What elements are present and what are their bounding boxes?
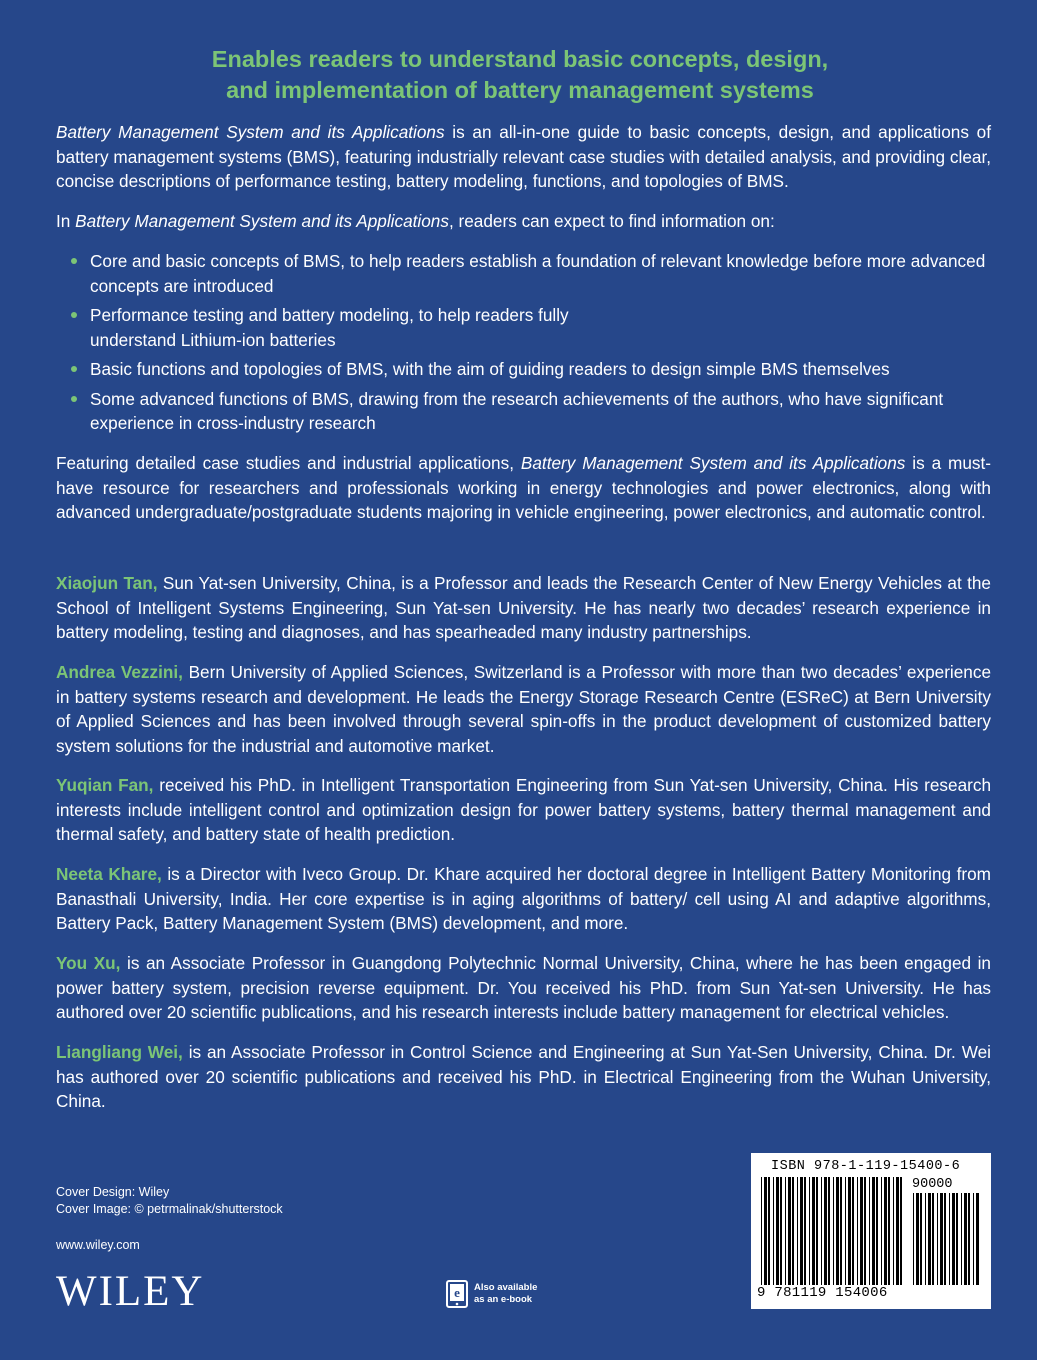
wiley-logo: WILEY	[56, 1268, 205, 1315]
featuring-paragraph	[56, 451, 991, 525]
barcode-bar	[797, 1177, 798, 1285]
barcode-bar	[925, 1193, 926, 1285]
barcode-bar	[973, 1193, 974, 1285]
barcode-bar	[869, 1177, 870, 1285]
barcode-bar	[876, 1177, 878, 1285]
publisher-url[interactable]: www.wiley.com	[56, 1238, 140, 1252]
barcode-bar	[845, 1177, 846, 1285]
barcode-bar	[780, 1177, 782, 1285]
ean-number: 9 781119 154006	[757, 1285, 888, 1301]
barcode-bar	[857, 1177, 858, 1285]
author-bio	[56, 571, 991, 645]
author-name: Andrea Vezzini,	[56, 662, 183, 682]
barcode-bar	[773, 1177, 774, 1285]
barcode-bar	[788, 1177, 791, 1285]
barcode-bar	[961, 1193, 962, 1285]
barcode-bar	[949, 1193, 950, 1285]
author-bio	[56, 862, 991, 936]
ebook-line-1: Also available	[474, 1282, 538, 1293]
barcode-bar	[944, 1193, 946, 1285]
author-name: Xiaojun Tan,	[56, 573, 158, 593]
cover-image-credit: Cover Image: © petrmalinak/shutterstock	[56, 1202, 283, 1216]
barcode-bar	[785, 1177, 786, 1285]
featuring-suffix: is a must-have resource for researchers and professionals working in energy technologies and power electronics, along with advanced undergraduate/postgraduate students majoring in vehicle engineering, power electronics, and automatic control.	[56, 453, 992, 522]
feature-item: Some advanced functions of BMS, drawing from the research achievements of the authors, who have significant experience in cross-industry research	[56, 387, 991, 436]
barcode-bar	[884, 1177, 887, 1285]
author-text: is a Director with Iveco Group. Dr. Khare acquired her doctoral degree in Intelligent Battery Monitoring from Banasthali University, India. Her core expertise is in aging algorithms of battery/ cell using AI and adaptive algorithms, Battery Pack, Battery Management System (BMS) development, and more.	[56, 864, 991, 933]
cover-credits	[56, 1184, 283, 1218]
author-text: Bern University of Applied Sciences, Switzerland is a Professor with more than two decades’ experience in battery systems research and development. He leads the Energy Storage Research Centre (ESReC) at Bern University of Applied Sciences and has been involved through several spin-offs in the product development of customized battery system solutions for the industrial and automotive market.	[56, 662, 992, 756]
barcode-bar	[828, 1177, 830, 1285]
barcode-bar	[976, 1193, 979, 1285]
author-text: is an Associate Professor in Control Science and Engineering at Sun Yat-Sen University, China. Dr. Wei has authored over 20 scientific publications and received his PhD. in Electrical Engineering from the Wuhan University, China.	[56, 1042, 991, 1111]
barcode-bar	[836, 1177, 839, 1285]
featuring-prefix: Featuring detailed case studies and industrial applications,	[56, 453, 521, 473]
isbn-label: ISBN 978-1-119-15400-6	[771, 1159, 961, 1174]
barcode-bar	[900, 1177, 902, 1285]
barcode-bar	[940, 1193, 943, 1285]
barcode-bar	[816, 1177, 818, 1285]
barcode-bar	[848, 1177, 851, 1285]
barcode-bar	[824, 1177, 827, 1285]
barcode-bar	[916, 1193, 919, 1285]
lead-paragraph	[56, 209, 991, 234]
barcode-bar	[809, 1177, 810, 1285]
barcode-bar	[800, 1177, 803, 1285]
barcode-bar	[804, 1177, 806, 1285]
barcode-bar	[888, 1177, 890, 1285]
feature-item: Core and basic concepts of BMS, to help readers establish a foundation of relevant knowledge before more advanced concepts are introduced	[56, 249, 991, 298]
barcode-bar	[928, 1193, 931, 1285]
author-bio	[56, 660, 991, 758]
barcode-bar	[768, 1177, 770, 1285]
barcode-bar	[968, 1193, 970, 1285]
barcode-bar	[833, 1177, 834, 1285]
author-text: Sun Yat-sen University, China, is a Professor and leads the Research Center of New Energy Vehicles at the School of Intelligent Systems Engineering, Sun Yat-sen University. He has nearly two decades’ research experience in battery modeling, testing and diagnoses, and has spearheaded many industry partnerships.	[56, 573, 991, 642]
ebook-notice	[446, 1280, 537, 1308]
headline-line-1: Enables readers to understand basic concepts, design,	[211, 46, 829, 72]
barcode-bar	[764, 1177, 767, 1285]
barcode-bar	[776, 1177, 779, 1285]
author-bio	[56, 773, 991, 847]
svg-text:e: e	[454, 1285, 460, 1300]
intro-text: is an all-in-one guide to basic concepts, design, and applications of battery management systems (BMS), featuring industrially relevant case studies with detailed analysis, and providing clear, concise descriptions of performance testing, battery modeling, functions, and topologies of BMS.	[56, 122, 991, 191]
barcode-bar	[881, 1177, 882, 1285]
lead-prefix: In	[56, 211, 76, 231]
intro-paragraph	[56, 120, 991, 194]
price-code: 90000	[912, 1177, 953, 1192]
barcode-bar	[952, 1193, 955, 1285]
feature-item: Basic functions and topologies of BMS, with the aim of guiding readers to design simple BMS themselves	[56, 357, 991, 382]
price-barcode	[911, 1193, 981, 1285]
barcode-bar	[956, 1193, 958, 1285]
intro-book-title: Battery Management System and its Applications	[56, 122, 445, 142]
feature-item: Performance testing and battery modeling, to help readers fully understand Lithium-ion batteries	[56, 303, 991, 352]
barcode-panel	[751, 1153, 991, 1309]
author-name: Neeta Khare,	[56, 864, 162, 884]
author-name: Liangliang Wei,	[56, 1042, 183, 1062]
ebook-icon	[446, 1280, 468, 1308]
barcode-bar	[821, 1177, 822, 1285]
barcode-bar	[860, 1177, 863, 1285]
author-text: received his PhD. in Intelligent Transportation Engineering from Sun Yat-sen University, China. His research interests include intelligent control and optimization design for power battery systems, battery thermal management and thermal safety, and battery state of health prediction.	[56, 775, 991, 844]
barcode-bar	[761, 1177, 762, 1285]
barcode-bar	[896, 1177, 899, 1285]
featuring-book-title: Battery Management System and its Applications	[520, 453, 906, 473]
barcode-bar	[840, 1177, 842, 1285]
headline	[60, 44, 980, 106]
cover-design-credit: Cover Design: Wiley	[56, 1185, 170, 1199]
isbn-barcode	[759, 1177, 903, 1285]
ebook-line-2: as an e-book	[474, 1294, 533, 1305]
author-bio	[56, 1040, 991, 1114]
barcode-bar	[932, 1193, 934, 1285]
lead-suffix: , readers can expect to find information on:	[448, 211, 775, 231]
barcode-bar	[893, 1177, 894, 1285]
author-name: Yuqian Fan,	[56, 775, 154, 795]
barcode-bar	[913, 1193, 914, 1285]
barcode-bar	[852, 1177, 854, 1285]
feature-list	[56, 249, 991, 441]
barcode-bar	[864, 1177, 866, 1285]
barcode-bar	[964, 1193, 967, 1285]
barcode-bar	[920, 1193, 922, 1285]
author-text: is an Associate Professor in Guangdong Polytechnic Normal University, China, where he has been engaged in power battery system, precision reverse equipment. Dr. You received his PhD. from Sun Yat-sen University. He has authored over 20 scientific publications, and his research interests include battery management for electrical vehicles.	[56, 953, 991, 1022]
headline-line-2: and implementation of battery management systems	[226, 77, 814, 103]
barcode-bar	[792, 1177, 794, 1285]
barcode-bar	[872, 1177, 875, 1285]
author-name: You Xu,	[56, 953, 121, 973]
author-bio	[56, 951, 991, 1025]
barcode-bar	[812, 1177, 815, 1285]
barcode-bar	[937, 1193, 938, 1285]
lead-book-title: Battery Management System and its Applications	[75, 211, 449, 231]
